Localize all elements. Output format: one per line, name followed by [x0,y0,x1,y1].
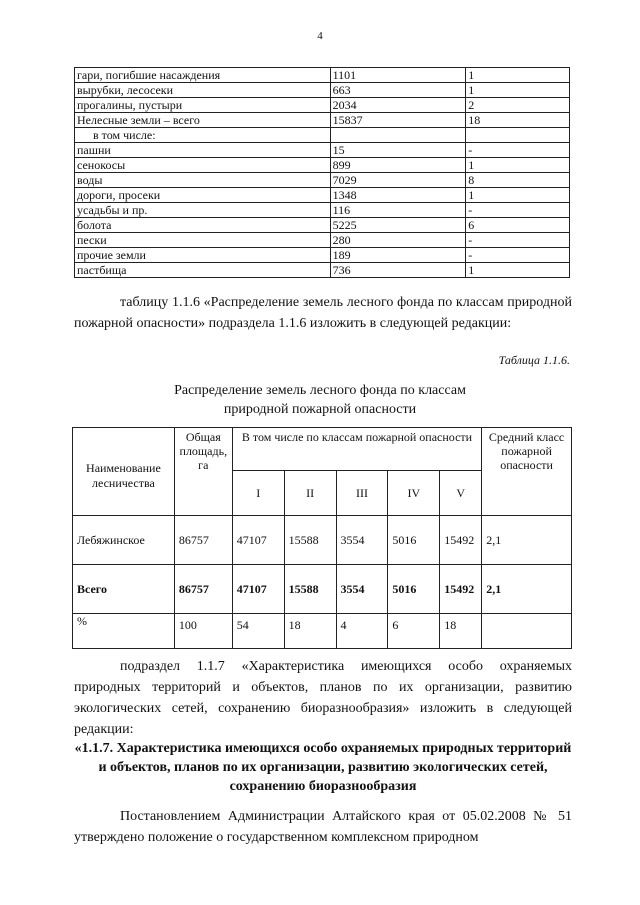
class-header: V [440,471,482,516]
cell-name: гари, погибшие насаждения [75,68,331,83]
row-value: 15492 [440,516,482,565]
table-row [73,516,572,565]
cell-name: в том числе: [75,128,331,143]
row-value: 5016 [388,516,440,565]
table-row [75,233,570,248]
paragraph-subsection-intro: подраздел 1.1.7 «Характеристика имеющихся особо охраняемых природных территорий и объектов, планов по их организации, развитию экологических сетей, сохранению биоразнообразия» изложить в следующей редакции: [74,659,572,737]
cell-area: 899 [330,158,466,173]
table-row [75,248,570,263]
row-value: 54 [232,614,284,649]
class-header: I [232,471,284,516]
class-header: III [336,471,388,516]
table-caption [120,381,520,419]
row-value: 3554 [336,516,388,565]
row-value: 18 [284,614,336,649]
cell-name: вырубки, лесосеки [75,83,331,98]
row-mid [482,614,572,649]
row-mid: 2,1 [482,565,572,614]
cell-pct: 18 [466,113,570,128]
cell-area: 5225 [330,218,466,233]
cell-name: усадьбы и пр. [75,203,331,218]
cell-name: дороги, просеки [75,188,331,203]
row-area: 100 [174,614,232,649]
cell-pct: - [466,203,570,218]
table-row [75,83,570,98]
cell-area: 1348 [330,188,466,203]
table-row [75,203,570,218]
row-name: Всего [73,565,175,614]
table-row [75,263,570,278]
table-row-percent [73,614,572,649]
cell-name: болота [75,218,331,233]
table-row [75,143,570,158]
section-heading: «1.1.7. Характеристика имеющихся особо охраняемых природных территорий и объектов, планов по их организации, развитию экологических сетей, сохранению биоразнообразия [74,741,572,794]
table-row [75,188,570,203]
header-mid-class: Средний класс пожарной опасности [482,428,572,516]
row-value: 47107 [232,565,284,614]
header-area: Общая площадь, га [174,428,232,516]
cell-pct: 1 [466,188,570,203]
cell-area: 2034 [330,98,466,113]
row-value: 18 [440,614,482,649]
paragraph-body: Постановлением Администрации Алтайского края от 05.02.2008 № 51 утверждено положение о государственном комплексном природном [74,809,572,845]
fire-danger-table [72,427,572,649]
row-value: 6 [388,614,440,649]
cell-area: 280 [330,233,466,248]
cell-area: 116 [330,203,466,218]
cell-name: пашни [75,143,331,158]
cell-pct: - [466,143,570,158]
row-name: Лебяжинское [73,516,175,565]
cell-pct: 8 [466,173,570,188]
table-row [75,128,570,143]
class-header: II [284,471,336,516]
cell-name: воды [75,173,331,188]
cell-area: 189 [330,248,466,263]
cell-area: 7029 [330,173,466,188]
cell-name: Нелесные земли – всего [75,113,331,128]
cell-name: прогалины, пустыри [75,98,331,113]
cell-area [330,128,466,143]
cell-pct: 2 [466,98,570,113]
cell-area: 15837 [330,113,466,128]
table-row [75,113,570,128]
row-value: 15492 [440,565,482,614]
cell-pct: 6 [466,218,570,233]
class-header: IV [388,471,440,516]
cell-pct: - [466,233,570,248]
cell-area: 736 [330,263,466,278]
table-row [75,173,570,188]
cell-pct: 1 [466,68,570,83]
table-row [75,98,570,113]
row-area: 86757 [174,516,232,565]
cell-pct: 1 [466,263,570,278]
row-value: 15588 [284,565,336,614]
header-name: Наименование лесничества [73,428,175,516]
cell-name: пески [75,233,331,248]
row-area: 86757 [174,565,232,614]
row-value: 47107 [232,516,284,565]
header-classes: В том числе по классам пожарной опасности [232,428,481,471]
table-row-total [73,565,572,614]
page-number: 4 [317,30,323,42]
table-row [75,158,570,173]
cell-name: прочие земли [75,248,331,263]
cell-pct: - [466,248,570,263]
cell-area: 1101 [330,68,466,83]
row-value: 3554 [336,565,388,614]
caption-line-2: природной пожарной опасности [223,402,417,417]
cell-area: 15 [330,143,466,158]
table-row [75,68,570,83]
row-name: % [73,614,175,649]
cell-pct: 1 [466,83,570,98]
row-value: 5016 [388,565,440,614]
table-label: Таблица 1.1.6. [498,353,570,367]
table-row [75,218,570,233]
cell-pct: 1 [466,158,570,173]
paragraph-table-intro: таблицу 1.1.6 «Распределение земель лесного фонда по классам природной пожарной опасности» подраздела 1.1.6 изложить в следующей редакции: [74,295,572,331]
row-mid: 2,1 [482,516,572,565]
row-value: 15588 [284,516,336,565]
cell-pct [466,128,570,143]
cell-name: сенокосы [75,158,331,173]
row-value: 4 [336,614,388,649]
cell-area: 663 [330,83,466,98]
land-table [74,67,570,278]
caption-line-1: Распределение земель лесного фонда по классам [174,383,466,398]
cell-name: пастбища [75,263,331,278]
